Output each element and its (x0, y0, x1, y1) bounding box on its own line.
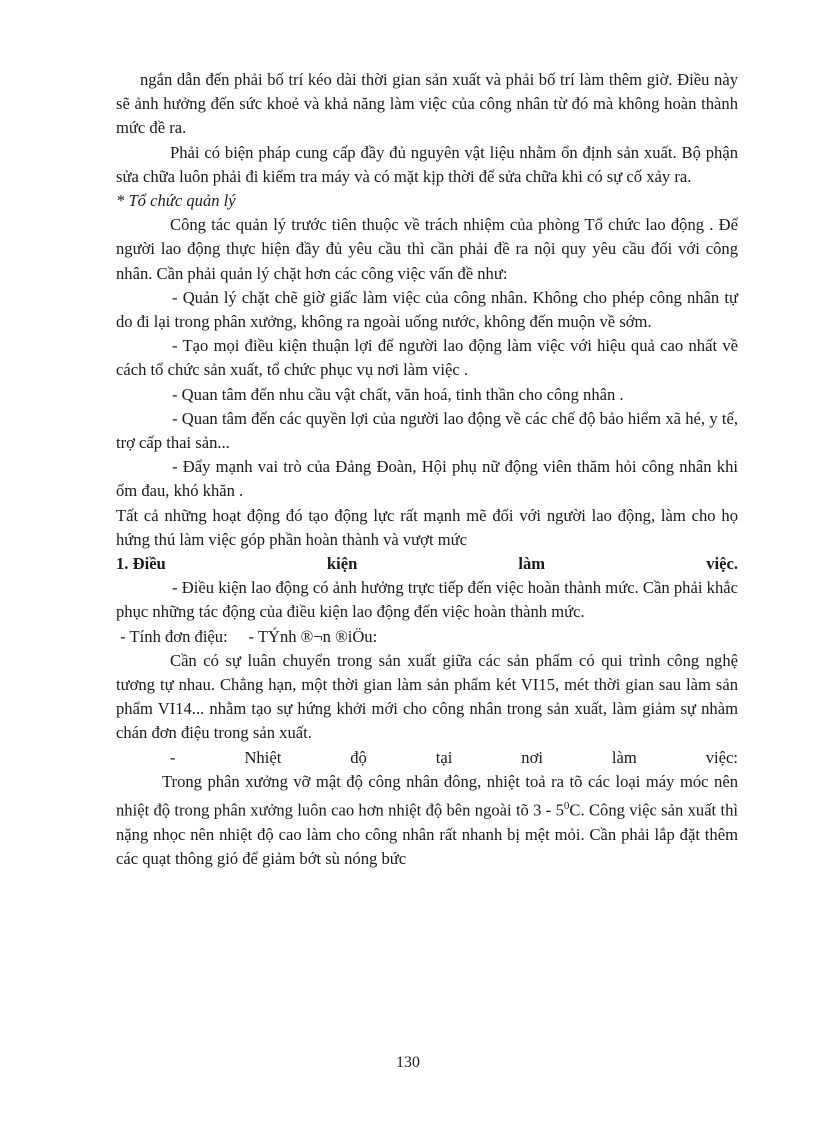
superscript-degree: 0 (563, 800, 570, 813)
subheading-word: Nhiệt (244, 747, 282, 767)
subheading-word: tại (435, 747, 453, 767)
subheading-word: việc: (705, 747, 738, 767)
bullet-conditions: - Tạo mọi điều kiện thuận lợi để người lao động làm việc với hiệu quả cao nhất về cách tổ chức sản xuất, tổ chức phục vụ nơi làm việc . (116, 336, 738, 380)
paragraph-working-conditions: - Điều kiện lao động có ảnh hưởng trực tiếp đến việc hoàn thành mức. Cần phải khắc phục những tác động của điều kiện lao động đến việc hoàn thành mức. (116, 578, 738, 622)
subheading-word: độ (350, 747, 367, 767)
paragraph-materials: Phải có biện pháp cung cấp đầy đủ nguyên vật liệu nhằm ổn định sản xuất. Bộ phận sửa chữa luôn phải đi kiểm tra máy và có mặt kịp thời để sửa chữa khi có sự cố xảy ra. (116, 142, 738, 186)
bullet-material-needs: - Quan tâm đến nhu cầu vật chất, văn hoá, tinh thần cho công nhân . (172, 384, 624, 404)
paragraph-temperature-text-end: C. Công việc sản xuất thì nặng nhọc nên nhiệt độ cao làm cho công nhân rất nhanh bị mệt mỏi. Cần phải lắp đặt thêm các quạt thông gió để giảm bớt sù nóng bức (116, 800, 738, 869)
heading-management: * Tổ chức quản lý (116, 191, 236, 211)
paragraph-rotation: Cần có sự luân chuyển trong sản xuất giữa các sản phẩm có qui trình công nghệ tương tự nhau. Chẳng hạn, một thời gian làm sản phẩm két VI15, mét thời gian sau làm sản phẩm VI14... nhằm tạo sự hứng khởi mới cho công nhân trong sản xuất, làm giảm sự nhàm chán đơn điệu trong sản xuất. (116, 650, 738, 743)
paragraph-management-intro: Công tác quản lý trước tiên thuộc về trách nhiệm của phòng Tổ chức lao động . Để người lao động thực hiện đầy đủ yêu cầu thì cần phải đề ra nội quy yêu cầu đối với công nhân. Cần phải quản lý chặt hơn các công việc vấn đề như: (116, 215, 738, 283)
paragraph-temperature-text: Trong phân xưởng vỡ mật độ công nhân đông, nhiệt toả ra tõ các loại máy móc nên nhiệt độ trong phân xưởng luôn cao hơn nhiệt độ bên ngoài tõ 3 - 5 (116, 771, 738, 820)
paragraph-temperature (116, 770, 738, 871)
heading-word: việc. (706, 554, 738, 574)
paragraph-summary: Tất cả những hoạt động đó tạo động lực rất mạnh mẽ đối với người lao động, làm cho họ hứng thú làm việc góp phần hoàn thành và vượt mức (116, 505, 738, 549)
bullet-union-role: - Đẩy mạnh vai trò của Đảng Đoàn, Hội phụ nữ động viên thăm hỏi công nhân khi ốm đau, khó khăn . (116, 457, 738, 501)
subheading-word: nơi (521, 747, 543, 767)
subheading-word: - (170, 747, 176, 767)
subheading-monotony: - Tính đơn điệu: - TÝnh ®¬n ®iÖu: (116, 626, 378, 646)
page-body (116, 68, 738, 871)
bullet-benefits: - Quan tâm đến các quyền lợi của người lao động về các chế độ bảo hiểm xã hé, y tế, trợ cấp thai sản... (116, 408, 738, 453)
heading-word: làm (518, 554, 546, 574)
heading-word: 1. Điều (116, 554, 166, 574)
paragraph-continuation: ngắn dẫn đến phải bố trí kéo dài thời gian sản xuất và phải bố trí làm thêm giờ. Điều này sẽ ảnh hưởng đến sức khoẻ và khả năng làm việc của công nhân từ đó mà không hoàn thành mức đề ra. (116, 70, 738, 138)
bullet-working-hours: - Quản lý chặt chẽ giờ giấc làm việc của công nhân. Không cho phép công nhân tự do đi lại trong phân xưởng, không ra ngoài uống nước, không đến muộn về sớm. (116, 287, 738, 332)
heading-working-conditions (116, 552, 738, 576)
page-number: 130 (396, 1054, 420, 1071)
subheading-temperature (116, 746, 738, 770)
subheading-word: làm (611, 747, 637, 767)
heading-word: kiện (326, 554, 358, 574)
